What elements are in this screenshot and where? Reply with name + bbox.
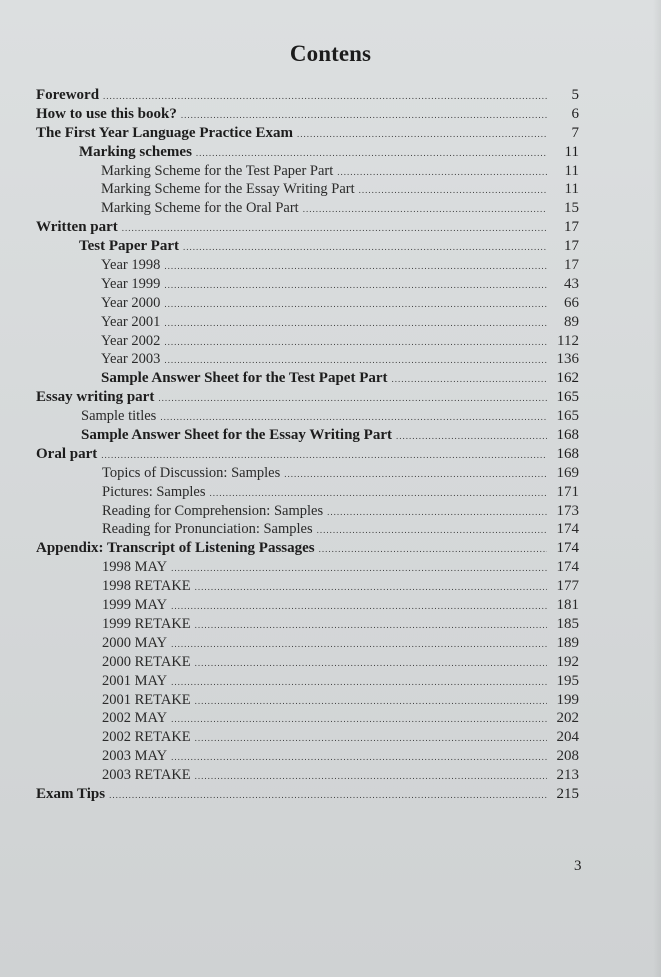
toc-entry-line [101,180,579,200]
toc-leader-dots [109,786,547,805]
toc-entry-title: 2001 MAY [102,672,168,689]
toc-entry-page: 66 [564,294,579,311]
toc-leader-dots [122,219,547,238]
toc-entry-title: Marking Scheme for the Test Paper Part [101,162,334,179]
toc-leader-dots [327,503,547,522]
toc-entry-page: 189 [556,634,579,651]
toc-entry [36,218,579,237]
toc-entry-title: Sample titles [81,408,157,425]
toc-entry-title: Exam Tips [36,785,106,802]
toc-leader-dots [183,238,547,257]
page-number: 3 [574,858,582,874]
toc-entry-page: 112 [557,332,579,349]
toc-entry-title: How to use this book? [36,105,177,122]
toc-entry-title: Topics of Discussion: Samples [102,464,281,481]
toc-leader-dots [164,276,547,295]
toc-entry-line [36,388,579,408]
toc-entry-title: Test Paper Part [79,238,179,255]
toc-entry-page: 15 [564,200,579,217]
toc-entry [36,407,579,426]
toc-entry [36,199,579,218]
toc-entry-page: 168 [556,427,579,444]
toc-entry-title: Reading for Pronunciation: Samples [102,521,313,538]
toc-entry-line [81,426,579,446]
toc-leader-dots [195,578,547,597]
toc-entry [36,426,579,445]
toc-entry-line [101,256,579,276]
toc-entry-title: Marking Scheme for the Essay Writing Part [101,181,355,198]
toc-leader-dots [195,654,547,673]
toc-entry-title: Foreword [36,87,100,103]
toc-entry-page: 168 [556,445,579,462]
toc-entry-title: Year 2002 [101,332,161,349]
toc-leader-dots [284,465,547,484]
toc-entry [36,275,579,294]
toc-entry-title: Marking Scheme for the Oral Part [101,200,299,217]
toc-entry-page: 215 [556,785,579,802]
toc-leader-dots [195,767,547,786]
toc-entry [36,691,579,710]
toc-leader-dots [319,540,547,559]
toc-entry-page: 204 [556,729,579,746]
toc-entry-line [102,653,579,673]
toc-leader-dots [164,295,547,314]
toc-entry-title: Essay writing part [36,389,155,406]
toc-entry-title: Reading for Comprehension: Samples [102,502,324,519]
toc-leader-dots [101,446,547,465]
toc-entry-title: 2003 RETAKE [102,767,191,784]
toc-entry-line [36,124,579,144]
toc-leader-dots [171,673,547,692]
toc-leader-dots [317,521,547,540]
toc-leader-dots [164,351,547,370]
toc-entry-page: 165 [556,408,579,425]
toc-leader-dots [392,370,547,389]
toc-entry-line [102,596,579,616]
toc-leader-dots [158,389,547,408]
toc-entry [36,653,579,672]
toc-entry-title: 2001 RETAKE [102,691,191,708]
toc-entry-title: Year 2000 [101,294,161,311]
toc-entry [36,634,579,653]
toc-entry [36,313,579,332]
table-of-contents [36,86,579,804]
toc-entry-line [102,672,579,692]
toc-entry-page: 171 [556,483,579,500]
toc-entry-page: 174 [556,540,579,557]
toc-entry-title: 2003 MAY [102,748,168,765]
toc-entry [36,369,579,388]
toc-entry-line [101,162,579,182]
toc-entry [36,615,579,634]
toc-entry-title: 1998 RETAKE [102,578,191,595]
toc-entry-line [36,105,579,125]
toc-entry [36,596,579,615]
toc-entry-line [36,785,579,805]
toc-entry-line [102,766,579,786]
page-title: Contens [289,41,372,66]
toc-entry [36,558,579,577]
toc-entry-page: 17 [564,238,579,255]
toc-leader-dots [164,314,547,333]
toc-entry-title: 1999 MAY [102,597,168,614]
toc-entry-page: 136 [556,351,579,368]
toc-entry-page: 213 [556,767,579,784]
toc-entry-line [102,502,579,522]
toc-entry-line [102,558,579,578]
toc-entry-page: 202 [556,710,579,727]
toc-entry [36,256,579,275]
toc-entry [36,766,579,785]
toc-entry-line [101,199,579,219]
toc-entry-page: 199 [556,691,579,708]
toc-entry-page: 195 [556,672,579,689]
toc-entry-title: Marking schemes [79,143,192,160]
toc-leader-dots [164,333,547,352]
toc-entry [36,143,579,162]
toc-entry-line [101,275,579,295]
toc-entry-line [102,520,579,540]
toc-entry [36,502,579,521]
toc-entry-page: 11 [564,181,579,198]
toc-entry-page: 177 [556,578,579,595]
toc-entry-page: 11 [564,162,579,179]
toc-leader-dots [171,748,547,767]
toc-entry-title: Year 1998 [101,257,161,274]
toc-entry-line [102,691,579,711]
toc-leader-dots [181,106,547,125]
toc-leader-dots [210,484,547,503]
toc-leader-dots [337,163,547,182]
toc-entry-line [36,218,579,238]
toc-entry-line [36,539,579,559]
toc-entry-title: Sample Answer Sheet for the Test Papet Part [101,370,388,387]
toc-entry-title: 2000 RETAKE [102,653,191,670]
toc-entry-page: 7 [571,124,579,141]
toc-entry-page: 162 [556,370,579,387]
toc-entry-title: 2000 MAY [102,634,168,651]
toc-entry-page: 173 [556,502,579,519]
toc-entry-title: Appendix: Transcript of Listening Passages [36,540,315,557]
toc-entry-title: Pictures: Samples [102,483,206,500]
toc-entry-title: 1998 MAY [102,559,168,576]
toc-entry-title: The First Year Language Practice Exam [36,124,294,141]
toc-entry-line [101,313,579,333]
toc-entry-title: Year 2001 [101,313,161,330]
toc-leader-dots [195,729,547,748]
toc-entry-page: 169 [556,464,579,481]
toc-entry-page: 185 [556,615,579,632]
toc-entry-title: Sample Answer Sheet for the Essay Writing Part [81,427,392,444]
toc-entry-line [79,143,579,163]
toc-entry-page: 17 [564,257,579,274]
toc-entry-line [102,634,579,654]
toc-entry-line [102,615,579,635]
toc-entry-page: 165 [556,389,579,406]
toc-entry-page: 174 [556,559,579,576]
toc-entry-line [101,294,579,314]
toc-entry-line [79,237,579,257]
toc-entry-title: Year 2003 [101,351,161,368]
toc-entry [36,105,579,124]
toc-entry-page: 192 [556,653,579,670]
toc-entry [36,294,579,313]
toc-entry [36,445,579,464]
toc-leader-dots [171,710,547,729]
toc-leader-dots [103,87,547,106]
toc-entry [36,747,579,766]
toc-entry-line [81,407,579,427]
toc-entry [36,350,579,369]
toc-entry [36,728,579,747]
toc-entry-line [36,445,579,465]
page-edge-shadow [653,0,661,977]
toc-entry-line [36,86,579,106]
toc-leader-dots [160,408,547,427]
toc-entry-line [101,350,579,370]
toc-leader-dots [196,144,547,163]
toc-leader-dots [164,257,547,276]
toc-leader-dots [359,181,547,200]
toc-entry [36,672,579,691]
toc-entry-title: 2002 MAY [102,710,168,727]
toc-leader-dots [171,597,547,616]
toc-entry [36,162,579,181]
toc-leader-dots [195,692,547,711]
toc-entry-line [102,464,579,484]
toc-leader-dots [171,635,547,654]
toc-entry-line [102,728,579,748]
toc-entry [36,709,579,728]
toc-leader-dots [171,559,547,578]
toc-entry-page: 6 [571,105,579,122]
toc-entry [36,577,579,596]
toc-entry-title: Year 1999 [101,275,161,292]
toc-entry-page: 208 [556,748,579,765]
toc-entry-line [101,369,579,389]
toc-entry-page: 181 [556,597,579,614]
toc-entry [36,180,579,199]
toc-entry [36,539,579,558]
toc-leader-dots [195,616,547,635]
toc-leader-dots [303,200,547,219]
toc-entry [36,483,579,502]
toc-entry-page: 174 [556,521,579,538]
toc-leader-dots [396,427,547,446]
toc-entry [36,86,579,105]
toc-entry-line [102,483,579,503]
toc-entry [36,785,579,804]
toc-entry-page: 5 [571,87,579,103]
toc-leader-dots [297,125,547,144]
toc-entry-title: Written part [36,219,118,236]
toc-entry-title: 2002 RETAKE [102,729,191,746]
toc-entry-page: 89 [564,313,579,330]
toc-entry-line [101,332,579,352]
toc-entry-page: 43 [564,275,579,292]
toc-entry-page: 11 [564,143,579,160]
toc-entry [36,237,579,256]
toc-entry [36,124,579,143]
toc-entry-title: 1999 RETAKE [102,615,191,632]
toc-entry [36,388,579,407]
toc-entry [36,464,579,483]
toc-entry-title: Oral part [36,445,98,462]
toc-entry [36,520,579,539]
toc-entry [36,332,579,351]
toc-entry-line [102,709,579,729]
toc-entry-line [102,747,579,767]
toc-entry-page: 17 [564,219,579,236]
toc-entry-line [102,577,579,597]
